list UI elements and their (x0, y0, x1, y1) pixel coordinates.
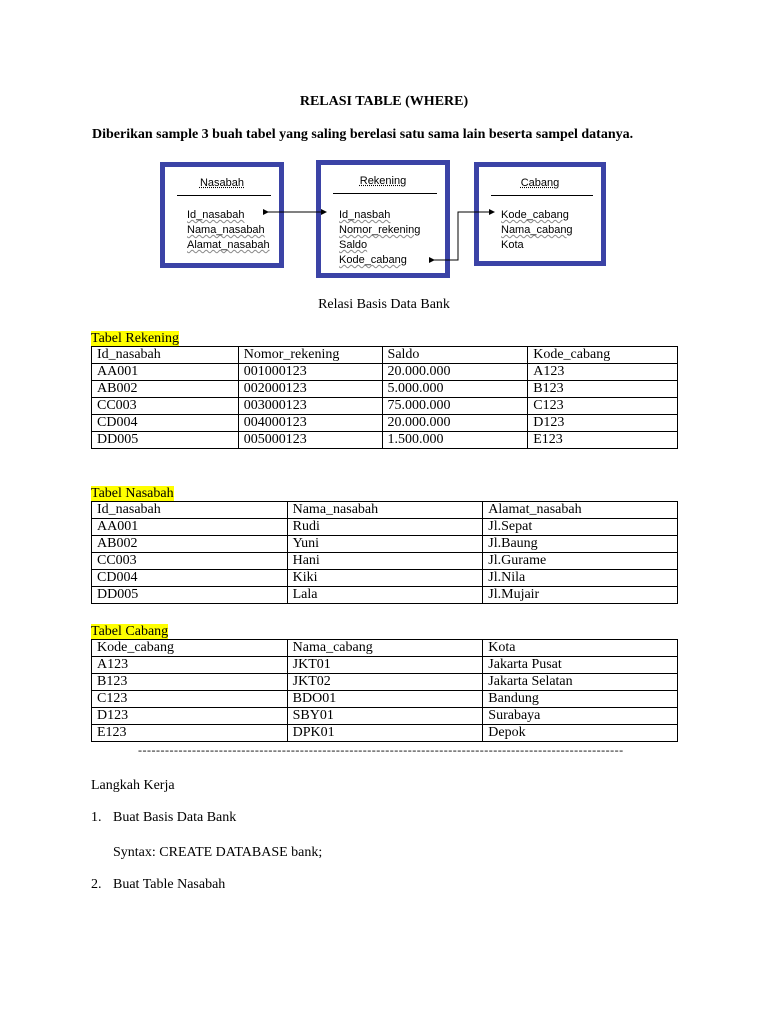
table-cell: C123 (528, 398, 678, 415)
table-cell: AA001 (92, 364, 239, 381)
table-cell: AB002 (92, 536, 288, 553)
table-cell: DD005 (92, 432, 239, 449)
table-cell: Hani (287, 553, 483, 570)
table-row (92, 364, 678, 381)
table-row (92, 708, 678, 725)
table-cell: CD004 (92, 415, 239, 432)
table-header-cell: Nama_cabang (287, 640, 483, 657)
table-cell: DPK01 (287, 725, 483, 742)
table-header-cell: Id_nasabah (92, 347, 239, 364)
entity-field: Id_nasabah (187, 209, 245, 221)
table-cell: 1.500.000 (382, 432, 528, 449)
table-row (92, 398, 678, 415)
step-text: Buat Table Nasabah (113, 877, 226, 892)
table-cell: Lala (287, 587, 483, 604)
table-row (92, 432, 678, 449)
table-cell: CD004 (92, 570, 288, 587)
steps-heading: Langkah Kerja (91, 778, 175, 793)
table-cell: JKT02 (287, 674, 483, 691)
table-row (92, 519, 678, 536)
table-cell: B123 (92, 674, 288, 691)
table-cell: 20.000.000 (382, 364, 528, 381)
table-row (92, 725, 678, 742)
table-cell: Jl.Baung (483, 536, 678, 553)
table-cell: Jl.Gurame (483, 553, 678, 570)
table-header-cell: Nomor_rekening (238, 347, 382, 364)
dashed-divider: ------------------------------------------------------------------------------------------------------------ (138, 743, 624, 757)
entity-field: Nama_nasabah (187, 224, 265, 236)
table-cell: Jl.Mujair (483, 587, 678, 604)
step-number: 1. (91, 810, 102, 825)
table-cell: E123 (528, 432, 678, 449)
table-row (92, 536, 678, 553)
table-label-rekening: Tabel Rekening (91, 331, 180, 346)
table-cell: 5.000.000 (382, 381, 528, 398)
entity-header-rekening: Rekening (359, 175, 407, 187)
table-cell: Bandung (483, 691, 678, 708)
table-header-cell: Alamat_nasabah (483, 502, 678, 519)
table-cell: Rudi (287, 519, 483, 536)
entity-header-cabang: Cabang (520, 177, 560, 189)
table-header-cell: Id_nasabah (92, 502, 288, 519)
entity-field: Nama_cabang (501, 224, 573, 236)
table-cell: C123 (92, 691, 288, 708)
table-cell: Jakarta Pusat (483, 657, 678, 674)
table-header-cell: Kode_cabang (528, 347, 678, 364)
table-cell: CC003 (92, 553, 288, 570)
table-header-cell: Kode_cabang (92, 640, 288, 657)
table-cell: 75.000.000 (382, 398, 528, 415)
entity-field: Kota (501, 239, 524, 251)
entity-field: Id_nasbah (339, 209, 391, 221)
table-cell: 005000123 (238, 432, 382, 449)
table-label-nasabah: Tabel Nasabah (91, 486, 174, 501)
table-cell: AB002 (92, 381, 239, 398)
step-syntax: Syntax: CREATE DATABASE bank; (113, 845, 323, 860)
diagram-caption: Relasi Basis Data Bank (318, 297, 450, 312)
table-cell: Yuni (287, 536, 483, 553)
table-cell: JKT01 (287, 657, 483, 674)
table-row (92, 415, 678, 432)
table-header-cell: Nama_nasabah (287, 502, 483, 519)
table-cell: 001000123 (238, 364, 382, 381)
table-row (92, 657, 678, 674)
table-cell: D123 (528, 415, 678, 432)
table-cell: E123 (92, 725, 288, 742)
relation-arrows (150, 160, 630, 280)
table-label-cabang: Tabel Cabang (91, 624, 169, 639)
entity-field: Nomor_rekening (339, 224, 421, 236)
arrow-rekening-cabang (434, 212, 494, 260)
table-row (92, 570, 678, 587)
table-cell: Jl.Sepat (483, 519, 678, 536)
table-row (92, 381, 678, 398)
table-header-row (92, 640, 678, 657)
table-header-cell: Kota (483, 640, 678, 657)
document-title: RELASI TABLE (WHERE) (299, 94, 469, 109)
table-row (92, 691, 678, 708)
er-diagram (150, 160, 630, 280)
nasabah-table (91, 501, 678, 604)
table-cell: BDO01 (287, 691, 483, 708)
step-text: Buat Basis Data Bank (113, 810, 237, 825)
table-cell: CC003 (92, 398, 239, 415)
rekening-table (91, 346, 678, 449)
entity-field: Saldo (339, 239, 368, 251)
entity-field: Kode_cabang (501, 209, 569, 221)
table-header-cell: Saldo (382, 347, 528, 364)
table-cell: B123 (528, 381, 678, 398)
table-cell: 002000123 (238, 381, 382, 398)
cabang-table (91, 639, 678, 742)
entity-field: Kode_cabang (339, 254, 407, 266)
table-cell: Kiki (287, 570, 483, 587)
table-cell: Jakarta Selatan (483, 674, 678, 691)
intro-paragraph: Diberikan sample 3 buah tabel yang saling berelasi satu sama lain beserta sampel datanya. (92, 127, 634, 142)
table-cell: SBY01 (287, 708, 483, 725)
table-cell: Depok (483, 725, 678, 742)
table-cell: 004000123 (238, 415, 382, 432)
table-cell: 003000123 (238, 398, 382, 415)
table-cell: Surabaya (483, 708, 678, 725)
table-cell: 20.000.000 (382, 415, 528, 432)
table-header-row (92, 502, 678, 519)
table-cell: Jl.Nila (483, 570, 678, 587)
table-cell: DD005 (92, 587, 288, 604)
table-cell: A123 (528, 364, 678, 381)
table-row (92, 553, 678, 570)
step-number: 2. (91, 877, 102, 892)
entity-field: Alamat_nasabah (187, 239, 270, 251)
table-row (92, 587, 678, 604)
entity-header-nasabah: Nasabah (199, 177, 245, 189)
table-row (92, 674, 678, 691)
table-cell: D123 (92, 708, 288, 725)
table-header-row (92, 347, 678, 364)
table-cell: A123 (92, 657, 288, 674)
table-cell: AA001 (92, 519, 288, 536)
